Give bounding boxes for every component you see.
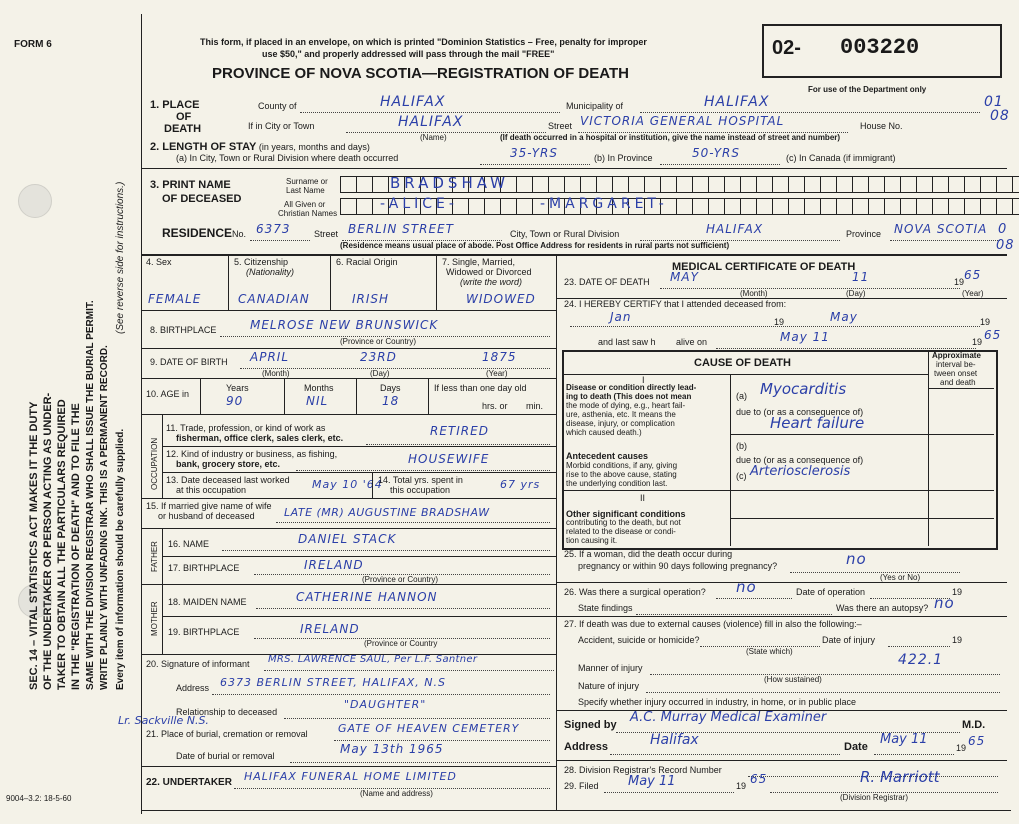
spouse-label: or husband of deceased — [158, 511, 255, 521]
birthplace-value: MELROSE NEW BRUNSWICK — [250, 318, 439, 332]
dod-day-value: 11 — [852, 270, 870, 284]
cause-b-label: (b) — [736, 441, 747, 451]
father-birthplace-caption: (Province or Country) — [362, 575, 439, 584]
disease-label: the mode of dying, e.g., heart fail- — [566, 401, 686, 410]
mother-birthplace-caption: (Province or Country — [364, 639, 438, 648]
stay-a-label: (a) In City, Town or Rural Division where death occurred — [176, 153, 399, 163]
rule — [162, 616, 556, 617]
municipality-line — [640, 112, 980, 113]
q26-label: 26. Was there a surgical operation? — [564, 587, 706, 597]
q29-label: 29. Filed — [564, 781, 599, 791]
cause-a-label: (a) — [736, 391, 747, 401]
informant-address-value: 6373 BERLIN STREET, HALIFAX, N.S — [220, 676, 446, 689]
stay-label-note: (in years, months and days) — [258, 142, 370, 152]
occupation-12-value: HOUSEWIFE — [408, 452, 490, 466]
punch-hole — [18, 184, 52, 218]
physician-date-value: May 11 — [880, 732, 928, 747]
registrar-caption: (Division Registrar) — [840, 793, 909, 802]
nature-line — [646, 692, 1000, 693]
manner-label: Manner of injury — [578, 663, 643, 673]
other-conditions-label: tion causing it. — [566, 536, 618, 545]
stay-label: 2. LENGTH OF STAY — [150, 141, 257, 153]
occupation-side-label: OCCUPATION — [150, 437, 159, 490]
disease-label: Disease or condition directly lead- — [566, 383, 697, 392]
last-saw-year-value: 65 — [984, 328, 1002, 342]
place-label: DEATH — [164, 123, 202, 135]
filed-year-prefix: 19 — [736, 781, 747, 791]
occupation-14-label: 14. Total yrs. spent in — [378, 475, 463, 485]
rule — [436, 254, 437, 310]
months-label: Months — [304, 383, 334, 393]
spouse-value: LATE (MR) AUGUSTINE BRADSHAW — [284, 506, 490, 519]
residence-no-line — [250, 240, 310, 241]
less-day-label: If less than one day old — [434, 383, 527, 393]
father-name-value: DANIEL STACK — [298, 532, 397, 546]
place-label: OF — [176, 111, 192, 123]
form-title: PROVINCE OF NOVA SCOTIA—REGISTRATION OF DEATH — [212, 65, 629, 82]
father-name-line — [222, 550, 550, 551]
certify-to-value: May — [830, 310, 858, 324]
residence-street-label: Street — [314, 229, 339, 239]
disease-label: disease, injury, or complication — [566, 419, 675, 428]
informant-sig-value: MRS. LAWRENCE SAUL, Per L.F. Santner — [268, 654, 478, 665]
informant-sig-line — [264, 670, 554, 671]
marital-value: WIDOWED — [466, 292, 536, 306]
other-conditions-label: Other significant conditions — [566, 509, 686, 519]
rule — [730, 374, 731, 546]
age-days-value: 18 — [382, 394, 400, 408]
street-label: Street — [548, 121, 573, 131]
stay-a-line — [480, 164, 590, 165]
rule — [162, 446, 556, 447]
physician-year-prefix: 19 — [956, 743, 967, 753]
marital-label: Widowed or Divorced — [446, 267, 532, 277]
signed-label: Signed by — [564, 719, 617, 731]
occupation-13-value: May 10 '64 — [312, 478, 383, 491]
how-sustained-caption: (How sustained) — [764, 675, 822, 684]
racial-label: 6. Racial Origin — [336, 257, 398, 267]
registration-prefix: 02- — [772, 37, 801, 59]
undertaker-value: HALIFAX FUNERAL HOME LIMITED — [244, 770, 457, 783]
occupation-13-label: at this occupation — [176, 485, 247, 495]
hospital-note: (If death occurred in a hospital or institution, give the name instead of street and number) — [500, 133, 841, 142]
interval-label: and death — [940, 378, 976, 387]
day-caption: (Day) — [370, 369, 390, 378]
rule — [562, 374, 928, 375]
sidebar-line: SAME WITH THE DIVISION REGISTRAR WHO SHALL ISSUE THE BURIAL PERMIT. — [85, 300, 96, 690]
age-months-value: NIL — [306, 394, 329, 408]
residence-city-value: HALIFAX — [706, 222, 764, 236]
q26-line — [716, 598, 792, 599]
other-conditions-label: contributing to the death, but not — [566, 518, 681, 527]
residence-province-line — [890, 240, 1000, 241]
rule — [356, 378, 357, 414]
informant-address-line — [212, 694, 550, 695]
street-value: VICTORIA GENERAL HOSPITAL — [580, 114, 785, 128]
state-findings-label: State findings — [578, 603, 633, 613]
op-date-label: Date of operation — [796, 587, 866, 597]
relationship-value: "DAUGHTER" — [344, 698, 427, 711]
rule — [928, 350, 929, 546]
sidebar-line: OF THE UNDERTAKER OR PERSON ACTING AS UNDER- — [42, 392, 54, 690]
burial-place-line — [334, 740, 550, 741]
residence-code: 0 — [998, 222, 1008, 237]
rule — [162, 472, 556, 473]
q25-value: no — [846, 550, 867, 568]
dod-day-caption: (Day) — [846, 289, 866, 298]
interval-label: tween onset — [934, 369, 978, 378]
antecedent-label: rise to the above cause, stating — [566, 470, 677, 479]
due-to-label: due to (or as a consequence of) — [736, 455, 864, 465]
rule — [284, 378, 285, 414]
citizenship-label: 5. Citizenship — [234, 257, 289, 267]
month-caption: (Month) — [262, 369, 290, 378]
occupation-11-label: 11. Trade, profession, or kind of work as — [166, 423, 326, 433]
burial-margin-note: Lr. Sackville N.S. — [118, 714, 209, 727]
certify-year-prefix: 19 — [774, 317, 785, 327]
residence-code: 08 — [996, 238, 1015, 253]
accident-label: Accident, suicide or homicide? — [578, 635, 700, 645]
county-label: County of — [258, 101, 297, 111]
rule — [562, 490, 994, 491]
hrs-label: hrs. or — [482, 401, 508, 411]
dod-year-value: 65 — [964, 268, 982, 282]
md-label: M.D. — [962, 719, 986, 731]
last-saw-label: and last saw h — [598, 337, 656, 347]
sidebar-line: WRITE PLAINLY WITH UNFADING INK. THIS IS A PERMANENT RECORD. — [99, 345, 110, 690]
surname-value: BRADSHAW — [390, 174, 509, 192]
manner-line — [650, 674, 1000, 675]
state-findings-line — [636, 614, 832, 615]
rule — [141, 584, 556, 585]
burial-place-value: GATE OF HEAVEN CEMETERY — [338, 722, 520, 735]
sex-label: 4. Sex — [146, 257, 172, 267]
rule — [730, 518, 994, 519]
burial-date-label: Date of burial or removal — [176, 751, 275, 761]
sidebar-line: IN THE "REGISTRATION OF DEATH" AND TO FILE THE — [70, 403, 82, 690]
cause-c-value: Arteriosclerosis — [750, 464, 851, 479]
filed-year-value: 65 — [750, 772, 768, 786]
mother-maiden-value: CATHERINE HANNON — [296, 590, 438, 604]
occupation-12-line — [296, 470, 550, 471]
rule — [556, 582, 1007, 583]
envelope-note: This form, if placed in an envelope, on which is printed "Dominion Statistics – Free, penalty for improper — [200, 37, 647, 47]
column-divider — [556, 254, 557, 810]
state-which-caption: (State which) — [746, 647, 793, 656]
days-label: Days — [380, 383, 401, 393]
occupation-11-label: fisherman, office clerk, sales clerk, etc. — [176, 433, 344, 443]
citizenship-value: CANADIAN — [238, 292, 310, 306]
print-name-label: 3. PRINT NAME — [150, 179, 231, 191]
rule — [200, 378, 201, 414]
sidebar-line: TAKER TO OBTAIN ALL THE PARTICULARS REQUIRED — [56, 399, 68, 690]
rule — [141, 254, 1007, 256]
physician-date-line — [874, 754, 954, 755]
rule — [141, 414, 556, 415]
stay-b-label: (b) In Province — [594, 153, 653, 163]
q29-line — [604, 792, 734, 793]
years-label: Years — [226, 383, 249, 393]
cause-c-label: (c) — [736, 471, 747, 481]
min-label: min. — [526, 401, 544, 411]
dod-year-caption: (Year) — [962, 289, 984, 298]
dod-month-value: MAY — [670, 270, 699, 284]
sex-value: FEMALE — [148, 292, 202, 306]
rule — [330, 254, 331, 310]
residence-no-value: 6373 — [256, 222, 291, 236]
birthplace-caption: (Province or Country) — [340, 337, 417, 346]
residence-no-label: No. — [232, 229, 247, 239]
dod-line — [660, 288, 960, 289]
year-caption: (Year) — [486, 369, 508, 378]
given-label: Christian Names — [278, 209, 338, 218]
occupation-12-label: 12. Kind of industry or business, as fishing, — [166, 449, 338, 459]
form-number: FORM 6 — [14, 39, 52, 50]
certify-from-value: Jan — [610, 310, 632, 324]
residence-street-value: BERLIN STREET — [348, 222, 454, 236]
surname-label: Last Name — [286, 186, 325, 195]
rule — [141, 348, 556, 349]
mother-birthplace-value: IRELAND — [300, 622, 360, 636]
q28-label: 28. Division Registrar's Record Number — [564, 765, 722, 775]
relationship-label: Relationship to deceased — [176, 707, 278, 717]
father-birthplace-value: IRELAND — [304, 558, 364, 572]
occupation-11-value: RETIRED — [430, 424, 489, 438]
cause-title: CAUSE OF DEATH — [694, 357, 791, 369]
informant-sig-label: 20. Signature of informant — [146, 659, 250, 669]
certify-label: 24. I HEREBY CERTIFY that I attended deceased from: — [564, 299, 787, 309]
mother-birthplace-label: 19. BIRTHPLACE — [168, 627, 240, 637]
residence-province-label: Province — [846, 229, 882, 239]
q27-label: 27. If death was due to external causes (violence) fill in also the following:– — [564, 619, 862, 629]
department-code: 08 — [990, 108, 1010, 124]
op-year-prefix: 19 — [952, 587, 963, 597]
cause-a-value: Myocarditis — [760, 380, 847, 398]
disease-label: ure, asthenia, etc. It means the — [566, 410, 676, 419]
rule — [928, 388, 994, 389]
last-saw-value: May 11 — [780, 330, 830, 344]
nature-label: Nature of injury — [578, 681, 640, 691]
medical-title: MEDICAL CERTIFICATE OF DEATH — [672, 261, 856, 273]
cause-b-value: Heart failure — [770, 414, 865, 432]
q26-value: no — [736, 578, 757, 596]
racial-value: IRISH — [352, 292, 390, 306]
stay-b-value: 50-YRS — [692, 146, 741, 160]
q25-label: 25. If a woman, did the death occur during — [564, 549, 733, 559]
physician-year-value: 65 — [968, 734, 986, 748]
rule — [141, 310, 556, 311]
rule — [162, 584, 163, 654]
marital-label: (write the word) — [460, 277, 523, 287]
occupation-14-label: this occupation — [390, 485, 451, 495]
sidebar-line: SEC. 14 – VITAL STATISTICS ACT MAKES IT THE DUTY — [28, 401, 40, 690]
sidebar-instructions: (See reverse side for instructions.) — [115, 181, 126, 334]
dob-label: 9. DATE OF BIRTH — [150, 357, 228, 367]
municipality-value: HALIFAX — [704, 94, 770, 110]
marital-label: 7. Single, Married, — [442, 257, 516, 267]
dod-month-caption: (Month) — [740, 289, 768, 298]
certify-year-prefix: 19 — [980, 317, 991, 327]
informant-address-label: Address — [176, 683, 210, 693]
municipality-label: Municipality of — [566, 101, 624, 111]
age-years-value: 90 — [226, 394, 244, 408]
dod-label: 23. DATE OF DEATH — [564, 277, 650, 287]
dod-year-prefix: 19 — [954, 277, 965, 287]
interval-label: interval be- — [936, 360, 976, 369]
father-side-label: FATHER — [150, 541, 159, 572]
sidebar-line: Every item of information should be carefully supplied. — [115, 428, 126, 690]
occupation-12-label: bank, grocery store, etc. — [176, 459, 281, 469]
residence-note: (Residence means usual place of abode. Post Office Address for residents in rural parts not sufficient) — [340, 241, 730, 250]
mother-maiden-label: 18. MAIDEN NAME — [168, 597, 247, 607]
undertaker-caption: (Name and address) — [360, 789, 433, 798]
antecedent-label: Antecedent causes — [566, 451, 649, 461]
alive-on-label: alive on — [676, 337, 708, 347]
frame-bottom — [141, 810, 1011, 811]
name-caption: (Name) — [420, 133, 447, 142]
father-name-label: 16. NAME — [168, 539, 210, 549]
registrar-signature: R. Marriott — [860, 768, 940, 786]
undertaker-label: 22. UNDERTAKER — [146, 777, 232, 788]
physician-address-line — [610, 754, 840, 755]
place-label: 1. PLACE — [150, 99, 200, 111]
department-use-label: For use of the Department only — [808, 85, 927, 94]
autopsy-label: Was there an autopsy? — [836, 603, 929, 613]
occupation-11-line — [366, 444, 550, 445]
last-saw-line — [716, 348, 976, 349]
physician-address-value: Halifax — [650, 732, 699, 748]
spouse-line — [276, 522, 550, 523]
age-label: 10. AGE in — [146, 389, 190, 399]
specify-label: Specify whether injury occurred in industry, in home, or in public place — [578, 697, 856, 707]
given-label: All Given or — [284, 200, 326, 209]
rule — [372, 472, 373, 498]
envelope-note: use $50," and properly addressed will pass through the mail "FREE" — [262, 49, 555, 59]
stay-a-value: 35-YRS — [510, 146, 559, 160]
filed-date-value: May 11 — [628, 774, 676, 789]
roman-one: I — [642, 375, 645, 385]
antecedent-label: Morbid conditions, if any, giving — [566, 461, 678, 470]
rule — [428, 378, 429, 414]
mother-maiden-line — [256, 608, 550, 609]
q25-line — [790, 572, 960, 573]
occupation-14-value: 67 yrs — [500, 478, 541, 491]
residence-province-value: NOVA SCOTIA — [894, 222, 988, 236]
q25-label: pregnancy or within 90 days following pregnancy? — [578, 561, 778, 571]
injury-year-prefix: 19 — [952, 635, 963, 645]
mother-side-label: MOTHER — [150, 601, 159, 636]
rule — [556, 760, 1007, 761]
burial-place-label: 21. Place of burial, cremation or removal — [146, 729, 308, 739]
last-saw-year-prefix: 19 — [972, 337, 983, 347]
county-line — [300, 112, 560, 113]
injury-date-label: Date of injury — [822, 635, 876, 645]
department-code: 01 — [984, 94, 1004, 110]
due-to-label: due to (or as a consequence of) — [736, 407, 864, 417]
print-code: 9004–3.2: 18-5-60 — [6, 794, 72, 803]
city-label: If in City or Town — [248, 121, 315, 131]
rule — [141, 168, 1007, 169]
relationship-line — [284, 718, 550, 719]
residence-label: RESIDENCE — [162, 226, 233, 240]
rule — [141, 766, 556, 767]
injury-date-line — [888, 646, 950, 647]
father-birthplace-label: 17. BIRTHPLACE — [168, 563, 240, 573]
print-name-label: OF DECEASED — [162, 193, 242, 205]
registration-number: 003220 — [840, 35, 920, 60]
spouse-label: 15. If married give name of wife — [146, 501, 272, 511]
rule — [162, 414, 163, 498]
disease-label: ing to death (This does not mean — [566, 392, 692, 401]
physician-signature: A.C. Murray Medical Examiner — [630, 710, 827, 725]
classification-code: 422.1 — [898, 652, 944, 668]
given-name-value: -MARGARET- — [540, 196, 668, 212]
given-name-value: -ALICE- — [380, 196, 458, 212]
dob-day-value: 23RD — [360, 350, 397, 364]
interval-label: Approximate — [932, 351, 981, 360]
physician-address-label: Address — [564, 741, 609, 753]
rule — [228, 254, 229, 310]
disease-label: which caused death.) — [566, 428, 642, 437]
rule — [141, 498, 556, 499]
birthplace-label: 8. BIRTHPLACE — [150, 325, 217, 335]
stay-c-label: (c) In Canada (if immigrant) — [786, 153, 896, 163]
roman-two: II — [640, 493, 646, 503]
autopsy-value: no — [934, 594, 955, 612]
dob-year-value: 1875 — [482, 350, 517, 364]
city-value: HALIFAX — [398, 114, 464, 130]
county-value: HALIFAX — [380, 94, 446, 110]
dob-month-value: APRIL — [250, 350, 290, 364]
house-label: House No. — [860, 121, 903, 131]
physician-date-label: Date — [844, 741, 868, 753]
antecedent-label: the underlying condition last. — [566, 479, 668, 488]
rule — [141, 528, 556, 529]
yes-no-caption: (Yes or No) — [880, 573, 921, 582]
surname-label: Surname or — [286, 177, 328, 186]
rule — [556, 616, 1007, 617]
rule — [162, 556, 556, 557]
burial-date-line — [290, 762, 550, 763]
residence-city-label: City, Town or Rural Division — [510, 229, 620, 239]
stay-b-line — [660, 164, 780, 165]
other-conditions-label: related to the disease or condi- — [566, 527, 676, 536]
rule — [730, 434, 994, 435]
occupation-13-label: 13. Date deceased last worked — [166, 475, 290, 485]
burial-date-value: May 13th 1965 — [340, 742, 444, 756]
rule — [141, 378, 556, 379]
citizenship-sub: (Nationality) — [246, 267, 295, 277]
